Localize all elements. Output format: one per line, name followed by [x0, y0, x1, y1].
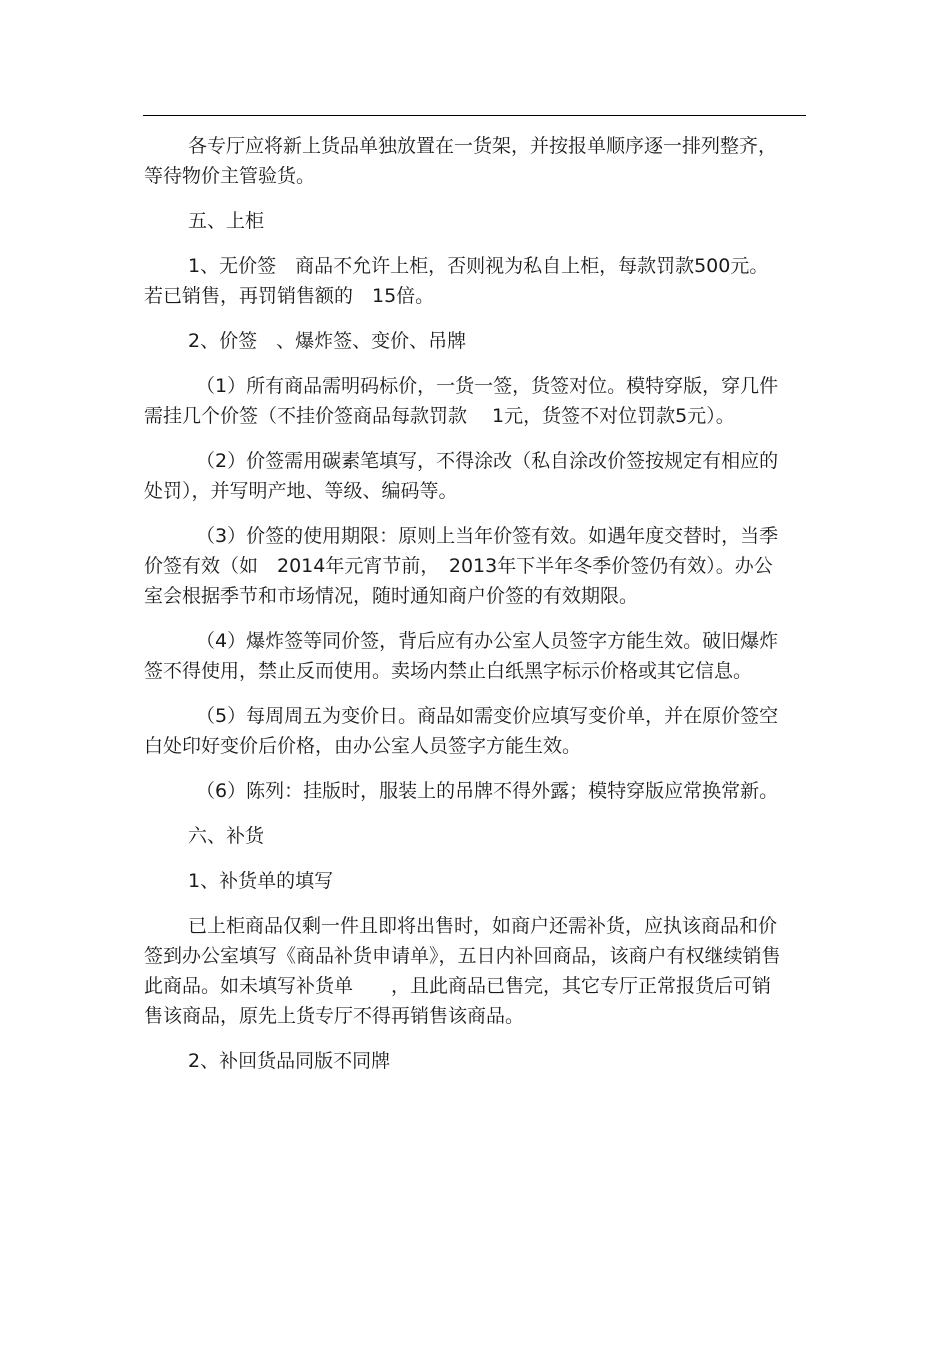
- paragraph: 1、无价签 商品不允许上柜，否则视为私自上柜，每款罚款500元。若已销售，再罚销售额的 15倍。: [144, 255, 769, 307]
- header-rule: [143, 115, 806, 116]
- paragraph: （6）陈列：挂版时，服装上的吊牌不得外露；模特穿版应常换常新。: [196, 780, 779, 802]
- paragraph: （3）价签的使用期限：原则上当年价签有效。如遇年度交替时，当季价签有效（如 2014年元宵节前， 2013年下半年冬季价签仍有效）。办公室会根据季节和市场情况，随时通知商户价签的有效期限。: [144, 525, 779, 607]
- section-heading: 五、上柜: [188, 210, 265, 232]
- section-heading: 六、补货: [188, 825, 265, 847]
- paragraph: （4）爆炸签等同价签，背后应有办公室人员签字方能生效。破旧爆炸签不得使用，禁止反而使用。卖场内禁止白纸黑字标示价格或其它信息。: [144, 630, 779, 682]
- paragraph: 各专厅应将新上货品单独放置在一货架，并按报单顺序逐一排列整齐，等待物价主管验货。: [144, 135, 778, 187]
- paragraph: （1）所有商品需明码标价，一货一签，货签对位。模特穿版，穿几件需挂几个价签（不挂价签商品每款罚款 1元，货签不对位罚款5元）。: [144, 375, 779, 427]
- sub-heading: 2、补回货品同版不同牌: [188, 1050, 391, 1072]
- sub-heading: 1、补货单的填写: [188, 870, 334, 892]
- document-body: [144, 131, 784, 1091]
- paragraph: （5）每周周五为变价日。商品如需变价应填写变价单，并在原价签空白处印好变价后价格，由办公室人员签字方能生效。: [144, 705, 779, 757]
- paragraph: 已上柜商品仅剩一件且即将出售时，如商户还需补货，应执该商品和价签到办公室填写《商品补货申请单》，五日内补回商品，该商户有权继续销售此商品。如未填写补货单 ，且此商品已售完，其它专厅正常报货后可销售该商品，原先上货专厅不得再销售该商品。: [144, 915, 781, 1027]
- sub-heading: 2、价签 、爆炸签、变价、吊牌: [188, 330, 467, 352]
- paragraph: （2）价签需用碳素笔填写，不得涂改（私自涂改价签按规定有相应的处罚），并写明产地、等级、编码等。: [144, 450, 779, 502]
